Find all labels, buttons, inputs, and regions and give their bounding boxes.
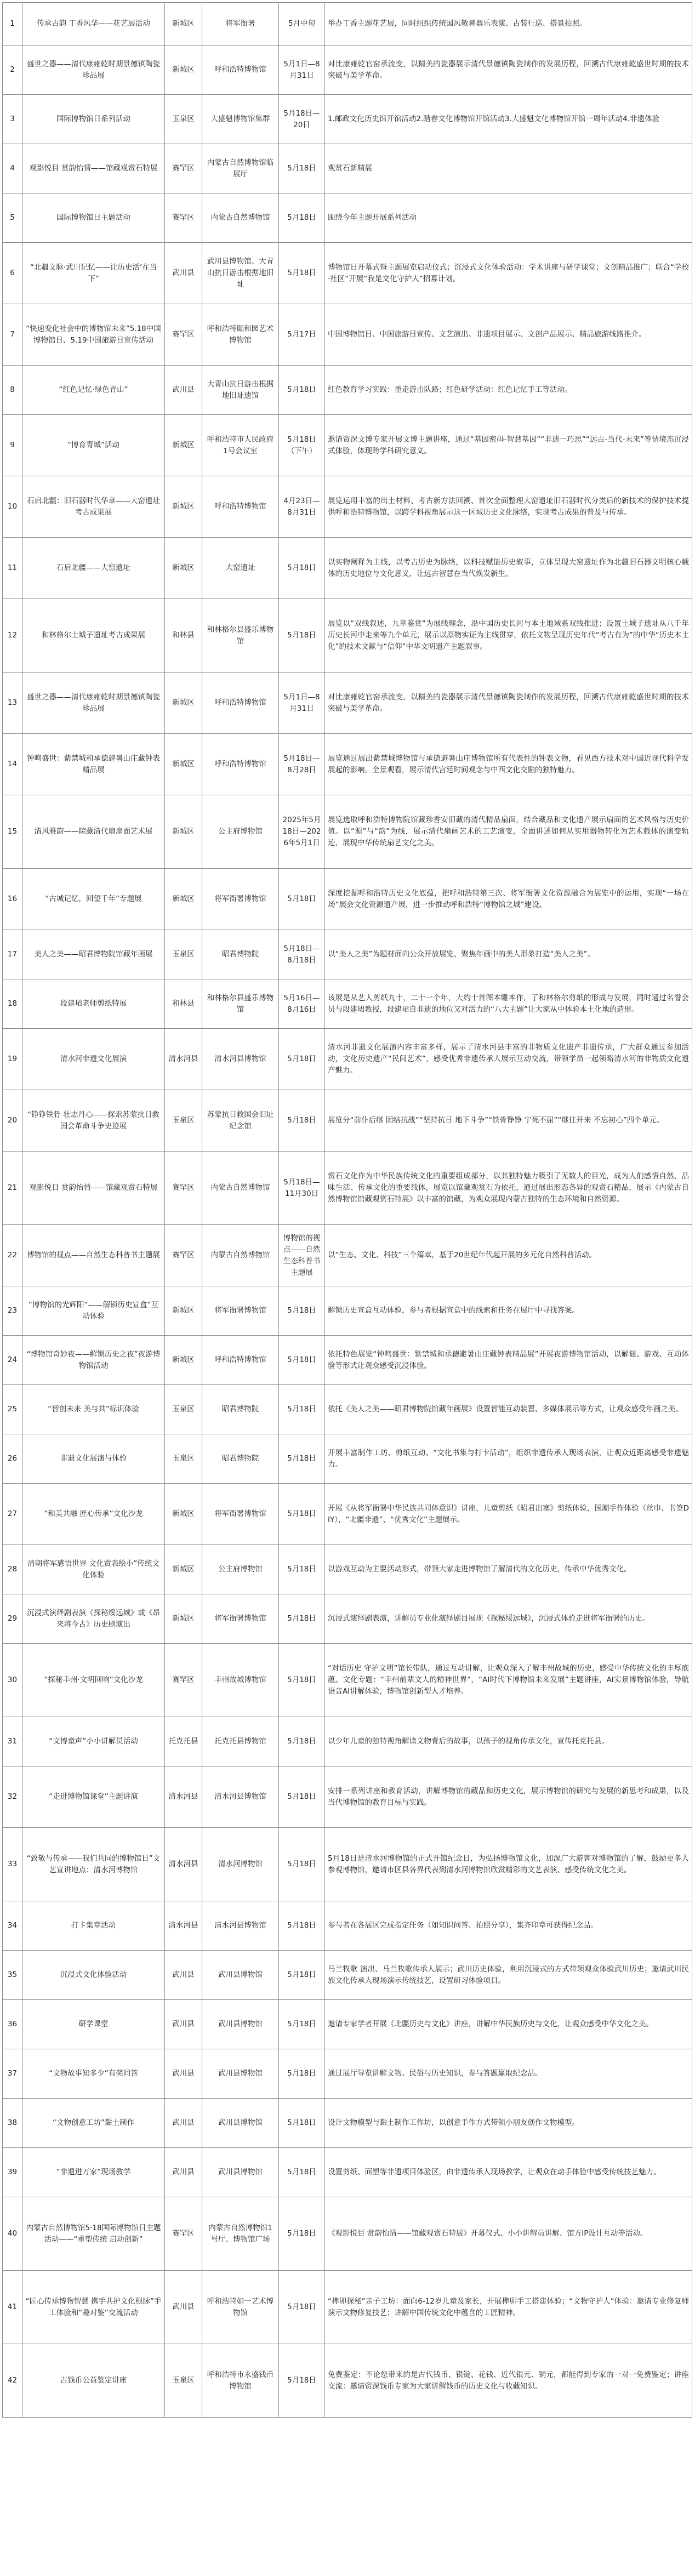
activity-description: 《观影悦目 赏韵怡情——馆藏观赏石特展》开幕仪式、小小讲解员讲解、馆方IP设计互动等活动。 [325,2197,692,2271]
district: 新城区 [165,476,202,538]
district: 新城区 [165,45,202,95]
event-time: 5月18日 [279,193,325,243]
venue: 内蒙古自然博物馆临展厅 [202,144,279,193]
venue: 和林格尔县盛乐博物馆 [202,599,279,673]
activity-name: “文物故事知多少”有奖问答 [22,2049,165,2099]
venue: 将军衙署 [202,3,279,45]
activity-name: 石启北疆：旧石器时代华章——大窑遗址考古成果展 [22,476,165,538]
activity-description: 深度挖掘呼和浩特历史文化底蕴，把呼和浩特第三次、将军衙署文化资源融合为展览中的运用，实现“一场在场”展会文化资源遗产展，进一步推动呼和浩特“博物馆之城”建设。 [325,869,692,930]
event-time: 5月18日 [279,1029,325,1090]
table-row [3,476,692,538]
activity-description: 中国博物馆日、中国旅游日宣传、文艺演出、非遗项目展示、文创产品展示、精品旅游线路推介。 [325,304,692,366]
venue: 呼和浩特市永盛钱币博物馆 [202,2344,279,2418]
district: 武川县 [165,366,202,415]
table-row [3,3,692,45]
activity-description: 解锁历史宣盒互动体验，参与者根据宣盒中的线索和任务在展厅中寻找答案。 [325,1286,692,1336]
venue: 昭君博物院 [202,1434,279,1484]
event-time: 5月18日 [279,1545,325,1594]
activity-name: “快速变化社会中的博物馆未来”5.18中国博物馆日、5.19中国旅游日宣传活动 [22,304,165,366]
event-time: 5月18日—8月28日 [279,734,325,795]
activity-description: 5月18日是清水河博物馆的正式开馆纪念日，为弘扬博物馆文化，加深广大游客对博物馆的了解，鼓励更多人参观博物馆，邀请市区县各界代表到清水河博物馆欣赏精彩的文艺表演、感受传统文化之美。 [325,1828,692,1901]
event-time: 5月1日—8月31日 [279,673,325,734]
event-time: 5月18日 [279,2148,325,2197]
activity-name: “博物馆的光辉阳”——解锁历史宣盒”互动体验 [22,1286,165,1336]
row-number: 36 [3,2000,22,2049]
venue: 和林格尔县盛乐博物馆 [202,979,279,1029]
activity-description: 展览以“双线叙述，九章鉴赏”为展线理念，沿中国历史长河与本土地域系双线推进；设置土城子遗址从八千年历史长河中走来等九个单元，展示以原物实证为主线贯穿，依托文物呈现历史年代“考古有为”的中华“历史本土化”的技术文献与“信仰”中华文明遗产主题叙事。 [325,599,692,673]
event-time: 5月16日—8月16日 [279,979,325,1029]
venue: 托克托县博物馆 [202,1717,279,1766]
venue: 昭君博物院 [202,1385,279,1434]
district: 新城区 [165,415,202,476]
district: 武川县 [165,243,202,304]
row-number: 27 [3,1484,22,1545]
activity-name: “红色记忆·绿色青山” [22,366,165,415]
table-row [3,1828,692,1901]
event-time: 5月18日 [279,599,325,673]
table-row [3,979,692,1029]
activity-description: 邀请专家学者开展《北疆历史与文化》讲座，讲解中华民族历史与文化，让观众感受中华文化之美。 [325,2000,692,2049]
activity-description: 展览选取呼和浩特博物院馆藏珍香安旧藏的清代精品扇面，结合藏品和文化遗产展示扇面的艺术风格与历史价值。以“源”与“韵”为线，展示清代扇画艺术的工艺演变，全面讲述如何从实用器物转化为艺术载体的演变轨迹，展现中华传统扇艺文化之美。 [325,795,692,869]
row-number: 10 [3,476,22,538]
row-number: 30 [3,1644,22,1717]
event-time: 博物馆的视点——自然生态科普书主题展 [279,1225,325,1286]
activity-name: 钟鸣盛世：紫禁城和承德避暑山庄藏钟表精品展 [22,734,165,795]
event-time: 5月18日—20日 [279,95,325,144]
district: 清水河县 [165,1828,202,1901]
row-number: 22 [3,1225,22,1286]
event-time: 2025年5月18日—2026年5月1日 [279,795,325,869]
event-time: 5月17日 [279,304,325,366]
venue: 武川县博物馆 [202,2148,279,2197]
activity-description: 举办丁香主题花艺展，同时组织传统国风敬晷器乐表演、古装行巡、搭景拍照。 [325,3,692,45]
activity-name: “智创未来 美与共”标识体验 [22,1385,165,1434]
district: 玉泉区 [165,95,202,144]
activity-name: 沉浸式演绎剧表演《探秘绥远城》或《昂来将今古》历史剧演出 [22,1594,165,1644]
activity-name: 清风雅韵——院藏清代扇扇面艺术展 [22,795,165,869]
row-number: 2 [3,45,22,95]
table-row [3,1225,692,1286]
event-time: 5月中旬 [279,3,325,45]
activity-name: “致敬与传承——我们共同的博物馆日”文艺宣讲地点：清水河博物馆 [22,1828,165,1901]
event-time: 5月18日 [279,1951,325,2000]
table-row [3,1286,692,1336]
district: 武川县 [165,2148,202,2197]
activity-description: 设置剪纸、面塑等非遗项目体验区，由非遗传承人现场教学，让观众在动手体验中感受传统技艺魅力。 [325,2148,692,2197]
table-row [3,193,692,243]
activity-name: 观影悦目 赏韵怡情——馆藏观赏石特展 [22,144,165,193]
event-time: 5月18日 [279,869,325,930]
table-row [3,366,692,415]
row-number: 14 [3,734,22,795]
table-row [3,2344,692,2418]
activity-name: 盛世之器——清代康雍乾时期景德镇陶瓷珍品展 [22,45,165,95]
activity-description: 红色教育学习实践：重走游击队路；红色研学活动：红色记忆手工等活动。 [325,366,692,415]
event-time: 5月18日 [279,2000,325,2049]
activity-table [2,2,692,2418]
event-time: 5月18日 [279,1644,325,1717]
venue: 昭君博物院 [202,930,279,979]
venue: 呼和浩特博物馆 [202,673,279,734]
activity-description: 设计文物模型与黏土制作工作坊，以创意手作方式带领小朋友创作文物模型。 [325,2099,692,2148]
table-row [3,243,692,304]
activity-name: “博物馆奇妙夜——解锁历史之夜”夜游博物馆活动 [22,1336,165,1385]
row-number: 25 [3,1385,22,1434]
activity-name: 非遗文化展演与体验 [22,1434,165,1484]
row-number: 1 [3,3,22,45]
table-row [3,1152,692,1225]
table-row [3,2049,692,2099]
activity-name: 研学课堂 [22,2000,165,2049]
district: 武川县 [165,1951,202,2000]
venue: 内蒙古自然博物馆 [202,1225,279,1286]
activity-description: 依托特色展览“钟鸣盛世：紫禁城和承德避暑山庄藏钟表精品展”开展夜游博物馆活动，以解谜、游戏、互动体验等形式让观众感受沉浸体验。 [325,1336,692,1385]
table-row [3,869,692,930]
activity-description: 展览运用丰富的出土材料、考古新方法回溯、首次全面整理大窑遗址旧石器时代分类后的新技术的保护技术提供呼和浩特博物馆，以跨学科视角展示这一区域历史文化脉络，实现考古成果的普及与传承。 [325,476,692,538]
table-row [3,1336,692,1385]
district: 新城区 [165,734,202,795]
row-number: 3 [3,95,22,144]
table-row [3,734,692,795]
event-time: 5月18日 [279,2049,325,2099]
event-time: 5月18日 [279,1901,325,1951]
district: 和林县 [165,599,202,673]
venue: 将军衙署博物馆 [202,869,279,930]
event-time: 5月18日—8月18日 [279,930,325,979]
activity-description: 展览通过展出紫禁城博物馆与承德避暑山庄博物馆所有代表性的钟表文物，看见西方技术对中国近现代科学发展起的影响，全景观看，展示清代宫廷时间观念与中西文化交融的独特魅力。 [325,734,692,795]
event-time: 5月18日 [279,1717,325,1766]
table-row [3,2000,692,2049]
activity-name: 传承古韵 丁香风华——花艺展活动 [22,3,165,45]
venue: 武川县博物馆 [202,2099,279,2148]
row-number: 17 [3,930,22,979]
table-row [3,930,692,979]
district: 清水河县 [165,1901,202,1951]
activity-description: 博物馆日开幕式暨主题展览启动仪式；沉浸式文化体验活动：学术讲座与研学课堂；文创精品推广；联合“学校·社区”开展“我是文化守护人”招募计划。 [325,243,692,304]
table-row [3,2099,692,2148]
row-number: 33 [3,1828,22,1901]
table-row [3,2271,692,2344]
row-number: 21 [3,1152,22,1225]
activity-description: 1.邮政文化历史馆开馆活动2.踏春文化博物馆开馆活动3.大盛魁文化博物馆开馆一周年活动4.非遗体验 [325,95,692,144]
activity-name: “走进博物馆课堂”主题讲演 [22,1766,165,1828]
row-number: 38 [3,2099,22,2148]
venue: 武川县博物馆 [202,2049,279,2099]
row-number: 8 [3,366,22,415]
activity-description: 安排一系列讲座和教育活动，讲解博物馆的藏品和历史文化，展示博物馆的研究与发展的新思考和成果，以及当代博物馆的教育目标与实践。 [325,1766,692,1828]
activity-description: “榫卯探秘”亲子工坊：面向6-12岁儿童及家长，开展榫卯手工搭建体验；“文物守护人”体验：邀请专业修复师演示文物修复技艺；讲解中国传统文化中蕴含的工匠精神。 [325,2271,692,2344]
row-number: 31 [3,1717,22,1766]
district: 武川县 [165,2000,202,2049]
activity-name: 段建珺老师剪纸特展 [22,979,165,1029]
event-time: 5月18日 [279,1766,325,1828]
district: 武川县 [165,2099,202,2148]
row-number: 4 [3,144,22,193]
table-row [3,599,692,673]
event-time: 5月18日 [279,1434,325,1484]
activity-description: “对话历史 守护文明”馆长带队，通过互动讲解，让观众深入了解丰州故城的历史，感受中华传统文化的丰厚底蕴。文化专题：“丰州前辈文人的精神世界”，“AI时代下博物馆未来发展”主题讲座，AI实景博物馆体验，导航语音AI讲解体验，博物馆创新型人才培养。 [325,1644,692,1717]
activity-name: “铮铮铁骨 壮志丹心——探索苏蒙抗日救国会革命斗争史迹展 [22,1090,165,1152]
activity-name: 内蒙古自然博物馆5·18国际博物馆日主题活动——“重塑传统 启动创新” [22,2197,165,2271]
row-number: 34 [3,1901,22,1951]
activity-name: “文博童声”小小讲解员活动 [22,1717,165,1766]
venue: 将军衙署博物馆 [202,1594,279,1644]
row-number: 24 [3,1336,22,1385]
activity-name: “探秘丰州·文明回响”文化沙龙 [22,1644,165,1717]
activity-table-body [3,3,692,2418]
activity-name: 观影悦目 赏韵怡情——馆藏观赏石特展 [22,1152,165,1225]
venue: 将军衙署博物馆 [202,1286,279,1336]
event-time: 5月18日 [279,2271,325,2344]
row-number: 23 [3,1286,22,1336]
row-number: 28 [3,1545,22,1594]
row-number: 16 [3,869,22,930]
activity-description: 以实物阐释为主线，以考古历史为脉络，以科技赋能历史叙事，立体呈现大窑遗址作为北疆旧石器文明核心载体的历史地位与文化意义，让远古智慧在当代焕发新生。 [325,538,692,599]
district: 赛罕区 [165,1225,202,1286]
table-row [3,2197,692,2271]
table-row [3,1766,692,1828]
event-time: 5月18日 [279,1336,325,1385]
row-number: 18 [3,979,22,1029]
event-time: 5月18日 [279,1286,325,1336]
district: 赛罕区 [165,1152,202,1225]
venue: 武川县博物馆 [202,1951,279,2000]
row-number: 5 [3,193,22,243]
activity-name: 和林格尔土城子遗址考古成果展 [22,599,165,673]
venue: 清水河县博物馆 [202,1029,279,1090]
activity-name: “非遗进万家”现场教学 [22,2148,165,2197]
activity-description: 展览分“前仆后继 团结抗战”“坚持抗日 地下斗争”“铁骨铮铮 宁死不屈”“继往开来 不忘初心”四个单元。 [325,1090,692,1152]
activity-description: 开展《从将军衙署中华民族共同体意识》讲座，儿童剪纸《昭君出塞》剪纸体验，国潮手作体验（丝巾、书签DIY），“北疆非遗”、“优秀文化”主题展示。 [325,1484,692,1545]
venue: 呼和浩特颐和园艺术博物馆 [202,304,279,366]
event-time: 5月18日 [279,144,325,193]
activity-name: 清朝将军感悟世界 文化赏表绘小”传统文化体验 [22,1545,165,1594]
activity-name: 打卡集章活动 [22,1901,165,1951]
activity-name: “古城记忆，回望千年”专题展 [22,869,165,930]
district: 新城区 [165,1545,202,1594]
row-number: 32 [3,1766,22,1828]
venue: 清水河博物馆 [202,1828,279,1901]
venue: 大窑遗址 [202,538,279,599]
table-row [3,673,692,734]
activity-name: 国际博物馆日系列活动 [22,95,165,144]
district: 托克托县 [165,1717,202,1766]
activity-description: 对比康雍乾官窑承流变，以精美的瓷器展示清代景德镇陶瓷制作的发展历程，回溯古代康雍乾盛世时期的技术突破与美学革命。 [325,673,692,734]
event-time: 5月18日 [279,1385,325,1434]
table-row [3,1717,692,1766]
activity-description: 通过展厅导览讲解文物、民俗与历史知识，参与答题赢取纪念品。 [325,2049,692,2099]
row-number: 13 [3,673,22,734]
activity-description: 依托《美人之美——昭君博物院馆藏年画展》设置智能互动装置、多媒体展示等方式，让观众感受年画之美。 [325,1385,692,1434]
district: 赛罕区 [165,193,202,243]
event-time: 5月18日 [279,538,325,599]
table-row [3,1385,692,1434]
venue: 清水河县博物馆 [202,1901,279,1951]
activity-description: 以“生态、文化、科技”三个篇章，基于20世纪年代起开展的多元化自然科普活动。 [325,1225,692,1286]
event-time: 5月18日 [279,2197,325,2271]
row-number: 41 [3,2271,22,2344]
activity-name: “和美共融 匠心传承”文化沙龙 [22,1484,165,1545]
activity-description: 邀请资深文博专家开展文博主题讲座，通过“基因密码-智慧基因”“非遗一巧思”“远古-当代-未来”等情境态沉浸式体验，体现跨学科研究意义。 [325,415,692,476]
row-number: 15 [3,795,22,869]
activity-name: “匠心传承博物智慧 携手共护文化根脉”手工体验和“趣对鉴”交流活动 [22,2271,165,2344]
row-number: 35 [3,1951,22,2000]
table-row [3,538,692,599]
table-row [3,1951,692,2000]
table-row [3,1090,692,1152]
event-time: 5月18日 [279,1484,325,1545]
activity-description: 赏石文化作为中华民族传统文化的重要组成部分，以其独特魅力吸引了无数人的目光，成为人们感悟自然、品味生活、传承文化的重要载体，展览以馆藏观赏石为依托，通过展出形态各异的观赏石精品，展示《内蒙古自然博物馆馆藏观赏石特展》以丰富的馆藏，为观众展现内蒙古独特的生态环境和自然资源。 [325,1152,692,1225]
activity-name: 石启北疆——大窑遗址 [22,538,165,599]
venue: 将军衙署博物馆 [202,1484,279,1545]
table-row [3,795,692,869]
table-row [3,1545,692,1594]
venue: 内蒙古自然博物馆 [202,1152,279,1225]
district: 玉泉区 [165,2344,202,2418]
venue: 丰州故城博物馆 [202,1644,279,1717]
activity-description: 沉浸式演绎剧表演，讲解员专业化演绎剧目展现《探秘绥远城》，沉浸式体验走进将军衙署的历史。 [325,1594,692,1644]
row-number: 20 [3,1090,22,1152]
row-number: 29 [3,1594,22,1644]
row-number: 40 [3,2197,22,2271]
district: 新城区 [165,1286,202,1336]
row-number: 7 [3,304,22,366]
activity-description: 马兰牧歌 演出、马兰牧歌传承人展示；武川历史体验，利用沉浸式的方式带领观众体验武川历史；邀请武川民族文化传承人现场演示传统技艺，设置研习体验项目。 [325,1951,692,2000]
activity-description: 免费鉴定：不论您带来的是古代钱币、银锭、花钱、近代银元、铜元，都能得到专家的一对一免费鉴定；讲座交流：邀请资深钱币专家为大家讲解钱币的历史文化与收藏知识。 [325,2344,692,2418]
venue: 内蒙古自然博物馆1号厅、博物馆广场 [202,2197,279,2271]
district: 玉泉区 [165,930,202,979]
district: 新城区 [165,673,202,734]
event-time: 5月18日—11月30日 [279,1152,325,1225]
district: 新城区 [165,1594,202,1644]
activity-name: “博育青城”活动 [22,415,165,476]
venue: 呼和浩特博物馆 [202,1336,279,1385]
venue: 大青山抗日游击根据地旧址遗馆 [202,366,279,415]
activity-description: 参与者在各展区完成指定任务（如知识问答、拍照分享），集齐印章可获得纪念品。 [325,1901,692,1951]
event-time: 5月18日 [279,366,325,415]
district: 和林县 [165,979,202,1029]
event-time: 5月18日 [279,2099,325,2148]
activity-name: “文物创意工坊”黏土制作 [22,2099,165,2148]
venue: 呼和浩特市人民政府1号会议室 [202,415,279,476]
activity-description: 观赏石新精展 [325,144,692,193]
activity-description: 以游戏互动为主要活动形式，带领大家走进博物馆了解清代的文化历史，传承中华优秀文化。 [325,1545,692,1594]
venue: 公主府博物馆 [202,795,279,869]
table-row [3,1434,692,1484]
activity-description: 对比康雍乾官窑承流变，以精美的瓷器展示清代景德镇陶瓷制作的发展历程，回溯古代康雍乾盛世时期的技术突破与美学革命。 [325,45,692,95]
venue: 武川县博物馆 [202,2000,279,2049]
district: 玉泉区 [165,1434,202,1484]
table-row [3,2148,692,2197]
district: 赛罕区 [165,2197,202,2271]
venue: 呼和浩特博物馆 [202,734,279,795]
row-number: 37 [3,2049,22,2099]
district: 玉泉区 [165,1385,202,1434]
activity-name: 古钱币公益鉴定讲座 [22,2344,165,2418]
table-row [3,304,692,366]
district: 赛罕区 [165,304,202,366]
row-number: 26 [3,1434,22,1484]
table-row [3,144,692,193]
venue: 大盛魁博物馆集群 [202,95,279,144]
venue: 呼和浩特如一艺术博物馆 [202,2271,279,2344]
row-number: 11 [3,538,22,599]
venue: 苏蒙抗日救国会旧址纪念馆 [202,1090,279,1152]
district: 武川县 [165,2049,202,2099]
activity-description: 清水河非遗文化展演内容丰富多样，展示了清水河县丰富的非物质文化遗产非遗传承，广大群众通过参加活动，文化历史遗产“民间艺术”，感受优秀非遗传承人展示互动交流，带领学员一起领略清水河的非物质文化遗产魅力。 [325,1029,692,1090]
district: 赛罕区 [165,144,202,193]
row-number: 6 [3,243,22,304]
activity-name: 美人之美——昭君博物院馆藏年画展 [22,930,165,979]
table-row [3,45,692,95]
event-time: 5月1日—8月31日 [279,45,325,95]
activity-name: 沉浸式文化体验活动 [22,1951,165,2000]
activity-description: 该展是从艺人剪纸九十，二十一个年，大约十首图本雕本作，了和林格尔剪纸的形成与发展，同时通过名誉会员与段建珺教授，段建珺自非遗的地位又对活力的“八大主题”让大家从中体验本土化地的造形。 [325,979,692,1029]
venue: 呼和浩特博物馆 [202,476,279,538]
district: 清水河县 [165,1766,202,1828]
event-time: 5月18日 [279,1594,325,1644]
district: 新城区 [165,1484,202,1545]
row-number: 42 [3,2344,22,2418]
event-time: 5月18日 [279,243,325,304]
event-time: 5月18日 [279,1828,325,1901]
district: 玉泉区 [165,1090,202,1152]
district: 武川县 [165,2271,202,2344]
table-row [3,1029,692,1090]
district: 新城区 [165,538,202,599]
activity-name: 博物馆的视点——自然生态科普书主题展 [22,1225,165,1286]
activity-description: 以少年儿童的独特视角解读文物背后的故事，以孩子的视角传承文化，宣传托克托县。 [325,1717,692,1766]
venue: 武川县博物馆、大青山抗日游击根据地旧址 [202,243,279,304]
district: 赛罕区 [165,1644,202,1717]
venue: 公主府博物馆 [202,1545,279,1594]
venue: 清水河县博物馆 [202,1766,279,1828]
event-time: 5月18日 [279,2344,325,2418]
activity-description: 以“美人之美”为题材面向公众开放展览，聚焦年画中的美人形象打造“美人之美”。 [325,930,692,979]
event-time: 4月23日—8月31日 [279,476,325,538]
activity-description: 开展丰富制作工坊、剪纸互动、“文化书集与打卡活动”，组织非遗传承人现场表演，让观众近距离感受非遗魅力。 [325,1434,692,1484]
activity-name: 盛世之器——清代康雍乾时期景德镇陶瓷珍品展 [22,673,165,734]
activity-description: 围绕今年主题开展系列活动 [325,193,692,243]
venue: 呼和浩特博物馆 [202,45,279,95]
row-number: 12 [3,599,22,673]
table-row [3,1644,692,1717]
table-row [3,1594,692,1644]
row-number: 9 [3,415,22,476]
venue: 内蒙古自然博物馆 [202,193,279,243]
table-row [3,415,692,476]
event-time: 5月18日 [279,1090,325,1152]
row-number: 19 [3,1029,22,1090]
event-time: 5月18日（下午） [279,415,325,476]
table-row [3,1484,692,1545]
activity-name: “北疆文脉·武川记忆——让历史活’在当下” [22,243,165,304]
table-row [3,1901,692,1951]
activity-name: 清水河非遗文化展演 [22,1029,165,1090]
district: 新城区 [165,795,202,869]
district: 新城区 [165,1336,202,1385]
district: 清水河县 [165,1029,202,1090]
table-row [3,95,692,144]
district: 新城区 [165,869,202,930]
row-number: 39 [3,2148,22,2197]
activity-name: 国际博物馆日主题活动 [22,193,165,243]
district: 新城区 [165,3,202,45]
